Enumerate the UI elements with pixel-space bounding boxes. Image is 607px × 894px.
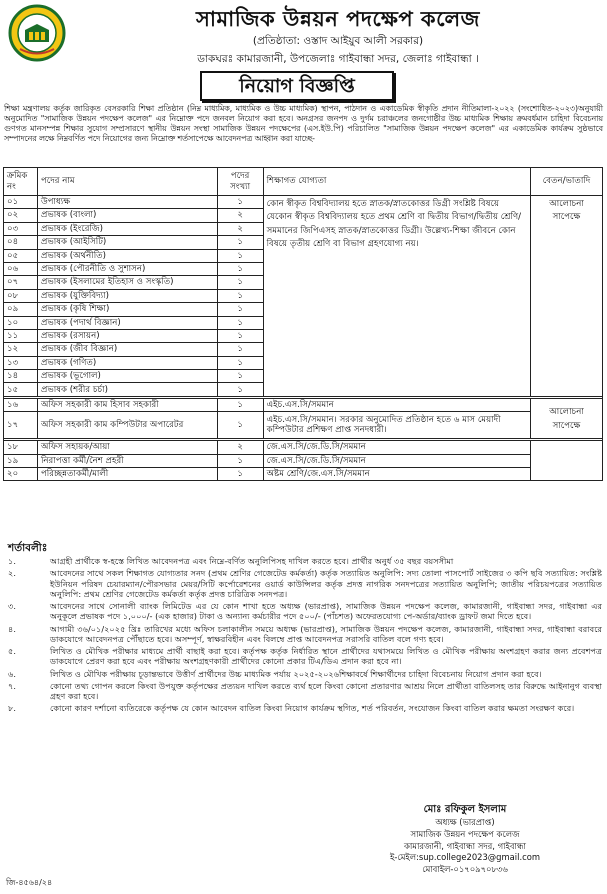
term-text: আগামী ৩৬/০১/২০২৫ খ্রিঃ তারিখের মধ্যে অফিস চলাকালীন সময়ে অধ্যক্ষ (ভারপ্রাপ্ত), সামাজিক উন্নয়ন পদক্ষেপ কলেজ, কামারজানী, গাইবান্ধা সদর, গাইবান্ধা বরাবরে ডাকযোগে আবেদনপত্র পৌঁছাতে হবে। অসম্পূর্ণ, স্বাক্ষরবিহীন এবং বিলম্বে প্রাপ্ত আবেদনপত্র সরাসরি বাতিল বলে গণ্য হবে। xyxy=(50,623,602,644)
intro-paragraph: শিক্ষা মন্ত্রণালয় কর্তৃক জারিকৃত বেসরকারি শিক্ষা প্রতিষ্ঠান (নিম্ন মাধ্যমিক, মাধ্যমিক ও উচ্চ মাধ্যমিক) স্থাপন, পাঠদান ও একাডেমিক স্বীকৃতি প্রদান নীতিমালা-২০২২ (সংশোধিত-২০২৩)অনুযায়ী অনুমোদিত "সামাজিক উন্নয়ন পদক্ষেপ কলেজ" এর নিম্নোক্ত পদে জনবল নিয়োগ করা হবে। অনগ্রসর জনপদ ও দুর্গম চরাঞ্চলের জনগোষ্ঠীর উচ্চ মাধ্যমিক শিক্ষায় ক্রমবর্ধমান চাহিদা বিবেচনায় গুণগত মানসম্পন্ন শিক্ষার সুযোগ সম্প্রসারণে স্থানীয় উন্নয়ন সংস্থা সামাজিক উন্নয়ন পদক্ষেপের (এস.ইউ.পি) পরিচালিত "সামাজিক উন্নয়ন পদক্ষেপ কলেজ" এর একাডেমিক কার্যক্রম সুষ্ঠভাবে সম্পাদনের লক্ষে নিম্নবর্ণিত পদে নিয়োগের জন্য নিম্নোক্ত শর্তসাপেক্ষে আবেদনপত্র আহ্বান করা যাচ্ছে- xyxy=(4,104,603,144)
signatory-designation: অধ্যক্ষ (ভারপ্রাপ্ত) xyxy=(435,817,495,827)
job-table xyxy=(3,167,603,481)
term-number: ৭. xyxy=(8,680,16,691)
pay-cell-empty xyxy=(531,441,603,481)
table-row xyxy=(4,412,603,439)
term-item xyxy=(8,681,602,702)
term-item xyxy=(8,601,602,622)
serial-cell: ১৯ xyxy=(4,454,38,467)
terms-title: শর্তাবলীঃ xyxy=(8,542,48,554)
count-cell: ১ xyxy=(217,468,263,481)
post-cell: পরিচ্ছন্নতাকর্মী/মালী xyxy=(37,468,217,481)
post-cell: অফিস সহকারী কাম কম্পিউটার অপারেটর xyxy=(37,412,217,439)
serial-cell: ০২ xyxy=(4,209,38,222)
term-text: কোনো কারণ দর্শানো ব্যতিরেকে কর্তৃপক্ষ যে কোন আবেদন বাতিল কিংবা নিয়োগ কার্যক্রম স্থগিত, শর্ত পরিবর্তন, সংযোজন কিংবা বাতিল করার ক্ষমতা সংরক্ষণ করে। xyxy=(50,703,575,714)
table-header-row xyxy=(4,168,603,196)
signatory-name: মোঃ রফিকুল ইসলাম xyxy=(423,804,507,815)
term-text: আবেদনের সাথে সোনালী ব্যাংক লিমিটেড এর যে কোন শাখা হতে অধ্যক্ষ (ভারপ্রাপ্ত), সামাজিক উন্নয়ন পদক্ষেপ কলেজ, কামারজানী, গাইবান্ধা সদর, গাইবান্ধা এর অনুকূলে প্রভাষক পদে ১,০০০/- (এক হাজার) টাকা ও অন্যান্য কর্মচারীর পদে ৫০০/- (পাঁচশত) অফেরতযোগ্য পে-অর্ডার/ব্যাংক ড্রাফট জমা দিতে হবে। xyxy=(50,601,602,622)
post-cell: অফিস সহকারী কাম হিসাব সহকারী xyxy=(37,398,217,411)
education-cell: অষ্টম শ্রেণি/জে.এস.সি/সমমান xyxy=(263,468,530,481)
post-cell: প্রভাষক (জীব বিজ্ঞান) xyxy=(37,343,217,356)
count-cell: ১ xyxy=(217,343,263,356)
post-cell: প্রভাষক (পদার্থ বিজ্ঞান) xyxy=(37,316,217,329)
term-number: ৮. xyxy=(8,703,16,714)
count-cell: ১ xyxy=(217,316,263,329)
post-cell: প্রভাষক (রসায়ন) xyxy=(37,329,217,342)
college-logo xyxy=(8,4,66,62)
serial-cell: ১৪ xyxy=(4,370,38,383)
post-cell: প্রভাষক (ভূগোল) xyxy=(37,370,217,383)
term-item xyxy=(8,669,602,679)
serial-cell: ১২ xyxy=(4,343,38,356)
table-row xyxy=(4,441,603,454)
education-cell-teachers: কোন স্বীকৃত বিশ্ববিদ্যালয় হতে স্নাতক/স্নাতকোত্তর ডিগ্রী সংশ্লিষ্ট বিষয়ে যেকোন স্বীকৃত বিশ্ববিদ্যালয় হতে প্রথম শ্রেণি বা দ্বিতীয় বিভাগ/দ্বিতীয় শ্রেণি/ সমমানের জিপিএসহ স্নাতক/স্নাতকোত্তর ডিগ্রী। উল্লেখ্য-শিক্ষা জীবনে কোন বিষয়ে তৃতীয় শ্রেণি বা বিভাগ গ্রহণযোগ্য নয়। xyxy=(263,196,530,397)
post-cell: প্রভাষক (গণিত) xyxy=(37,356,217,369)
term-number: ৪. xyxy=(8,623,16,634)
serial-cell: ১৩ xyxy=(4,356,38,369)
serial-cell: ০৫ xyxy=(4,249,38,262)
post-cell: নিরাপত্তা কর্মী/নৈশ প্রহরী xyxy=(37,454,217,467)
serial-cell: ১৬ xyxy=(4,398,38,411)
college-name: সামাজিক উন্নয়ন পদক্ষেপ কলেজ xyxy=(196,6,480,31)
serial-cell: ০১ xyxy=(4,196,38,209)
serial-cell: ০৭ xyxy=(4,276,38,289)
term-number: ১. xyxy=(8,556,16,566)
count-cell: ১ xyxy=(217,454,263,467)
count-cell: ১ xyxy=(217,398,263,411)
pay-cell-staff: আলোচনা সাপেক্ষে xyxy=(531,398,603,438)
signatory-email: ই-মেইল:sup.college2023@gmail.com xyxy=(390,852,540,863)
count-cell: ১ xyxy=(217,412,263,439)
post-cell: প্রভাষক (ইসলামের ইতিহাস ও সংস্কৃতি) xyxy=(37,276,217,289)
founder-line: (প্রতিষ্ঠাতা: ওস্তাদ আইয়ুব আলী সরকার) xyxy=(252,35,424,47)
serial-cell: ১০ xyxy=(4,316,38,329)
education-cell: জে.এস.সি/জে.ডি.সি/সমমান xyxy=(263,441,530,454)
post-cell: উপাধ্যক্ষ xyxy=(37,196,217,209)
term-number: ৩. xyxy=(8,601,16,611)
education-cell: এইচ.এস.সি/সমমান xyxy=(263,398,530,411)
post-cell: প্রভাষক (অর্থনীতি) xyxy=(37,249,217,262)
table-row xyxy=(4,398,603,411)
term-number: ২. xyxy=(8,568,16,579)
term-item xyxy=(8,568,602,599)
count-cell: ১ xyxy=(217,303,263,316)
serial-cell: ০৩ xyxy=(4,222,38,235)
serial-cell: ০৪ xyxy=(4,236,38,249)
serial-cell: ১৫ xyxy=(4,383,38,396)
post-cell: অফিস সহায়ক/আয়া xyxy=(37,441,217,454)
count-cell: ১ xyxy=(217,356,263,369)
terms-list xyxy=(8,556,602,716)
term-item xyxy=(8,556,602,566)
serial-cell: ০৯ xyxy=(4,303,38,316)
count-cell: ২ xyxy=(217,441,263,454)
count-cell: ২ xyxy=(217,222,263,235)
signatory-mobile: মোবাইল-০১৭০৯৭০৮৩৬ xyxy=(422,864,508,875)
count-cell: ১ xyxy=(217,329,263,342)
term-number: ৬. xyxy=(8,668,16,679)
term-text: কোনো তথ্য গোপন করলে কিংবা উপযুক্ত কর্তৃপক্ষের প্রত্যয়ন দাখিল করতে ব্যর্থ হলে কিংবা কোনো প্রতারণার আশ্রয় নিলে প্রার্থীতা বাতিলসহ তার বিরুদ্ধে আইনানুগ ব্যবস্থা গ্রহণ করা হবে। xyxy=(50,680,602,701)
term-text: আবেদনের সাথে সকল শিক্ষাগত যোগ্যতার সনদ (প্রথম শ্রেণির গেজেটেড কর্মকর্তা) কর্তৃক সত্যায়িত অনুলিপি: সদ্য তোলা পাসপোর্ট সাইজের ৩ কপি ছবি সত্যায়িত: সংশ্লিষ্ট ইউনিয়ন পরিষদ চেয়ারম্যান/পৌরসভার মেয়র/সিটি কর্পোরেশনের ওয়ার্ড কাউন্সিলর কর্তৃক প্রদত্ত নাগরিক সনদপত্রের সত্যায়িত অনুলিপি; জাতীয় পরিচয়পত্রের সত্যায়িত অনুলিপি: প্রথম শ্রেণির গেজেটেড কর্মকর্তা কর্তৃক প্রদত্ত চারিত্রিক সনদপত্র। xyxy=(50,568,602,599)
count-cell: ১ xyxy=(217,370,263,383)
count-cell: ১ xyxy=(217,249,263,262)
post-cell: প্রভাষক (বাংলা) xyxy=(37,209,217,222)
education-cell: জে.এস.সি/জে.ডি.সি/সমমান xyxy=(263,454,530,467)
post-cell: প্রভাষক (ইংরেজি) xyxy=(37,222,217,235)
count-cell: ১ xyxy=(217,276,263,289)
header-pay: বেতন/ভাতাদি xyxy=(531,168,603,196)
count-cell: ১ xyxy=(217,289,263,302)
header-count: পদের সংখ্যা xyxy=(217,168,263,196)
table-row xyxy=(4,196,603,209)
term-text: লিখিত ও মৌখিক পরীক্ষার মাধ্যমে প্রার্থী বাছাই করা হবে। কর্তৃপক্ষ কর্তৃক নির্ধারিত স্থানে প্রার্থীদের যথাসময়ে লিখিত ও মৌখিক পরীক্ষায় অংশগ্রহণ করার জন্য প্রবেশপত্র ডাকযোগে প্রেরণ করা হবে এবং পরীক্ষায় অংশগ্রহণকারী প্রার্থীদের কোনো প্রকার টিএ/ডিএ প্রদান করা হবে না। xyxy=(50,646,602,667)
serial-cell: ০৬ xyxy=(4,262,38,275)
signature-block xyxy=(330,803,600,876)
reference-number: জি-৪৫৬৪/২৪ xyxy=(6,878,53,887)
count-cell: ১ xyxy=(217,236,263,249)
post-cell: প্রভাষক (যুক্তিবিদ্যা) xyxy=(37,289,217,302)
post-cell: প্রভাষক (পৌরনীতি ও সুশাসন) xyxy=(37,262,217,275)
college-address: ডাকঘরঃ কামারজানী, উপজেলাঃ গাইবান্ধা সদর, জেলাঃ গাইবান্ধা । xyxy=(197,53,479,65)
pay-cell-teachers: আলোচনা সাপেক্ষে xyxy=(531,196,603,397)
count-cell: ২ xyxy=(217,209,263,222)
serial-cell: ২০ xyxy=(4,468,38,481)
count-cell: ১ xyxy=(217,196,263,209)
header-education: শিক্ষাগত যোগ্যতা xyxy=(263,168,530,196)
term-item xyxy=(8,624,602,645)
serial-cell: ১৮ xyxy=(4,441,38,454)
term-text: লিখিত ও মৌখিক পরীক্ষায় চূড়ান্তভাবে উত্তীর্ণ প্রার্থীদের উচ্চ মাধ্যমিক পর্যায় ২০২৫-২০২৬শিক্ষাবর্ষে শিক্ষার্থীদের চাহিদা বিবেচনায় নিয়োগ প্রদান করা হবে। xyxy=(50,668,542,679)
post-cell: প্রভাষক (আইসিটি) xyxy=(37,236,217,249)
serial-cell: ১১ xyxy=(4,329,38,342)
serial-cell: ১৭ xyxy=(4,412,38,439)
table-row xyxy=(4,454,603,467)
term-number: ৫. xyxy=(8,646,16,656)
notice-header xyxy=(0,0,607,104)
education-cell: এইচ.এস.সি/সমমান। সরকার অনুমোদিত প্রতিষ্ঠান হতে ৬ মাস মেয়াদী কম্পিউটার প্রশিক্ষণ প্রাপ্ত সনদধারী। xyxy=(263,412,530,439)
header-serial: ক্রমিক নং xyxy=(4,168,38,196)
term-text: আগ্রহী প্রার্থীকে স্ব-হস্তে লিখিত আবেদনপত্র এবং নিম্নে-বর্ণিত অনুলিপিসহ দাখিল করতে হবে। প্রার্থীর অনুর্ধ ৩৫ বছর বয়সসীমা xyxy=(50,556,454,566)
signatory-address: কামারজানী, গাইবান্ধা সদর, গাইবান্ধা xyxy=(404,840,526,851)
post-cell: প্রভাষক (শরীর চর্চা) xyxy=(37,383,217,396)
count-cell: ১ xyxy=(217,262,263,275)
table-row xyxy=(4,468,603,481)
term-item xyxy=(8,646,602,667)
serial-cell: ০৮ xyxy=(4,289,38,302)
notice-title: নিয়োগ বিজ্ঞপ্তি xyxy=(200,71,394,101)
signatory-college: সামাজিক উন্নয়ন পদক্ষেপ কলেজ xyxy=(410,828,520,839)
header-post: পদের নাম xyxy=(37,168,217,196)
post-cell: প্রভাষক (কৃষি শিক্ষা) xyxy=(37,303,217,316)
count-cell: ১ xyxy=(217,383,263,396)
term-item xyxy=(8,703,602,713)
